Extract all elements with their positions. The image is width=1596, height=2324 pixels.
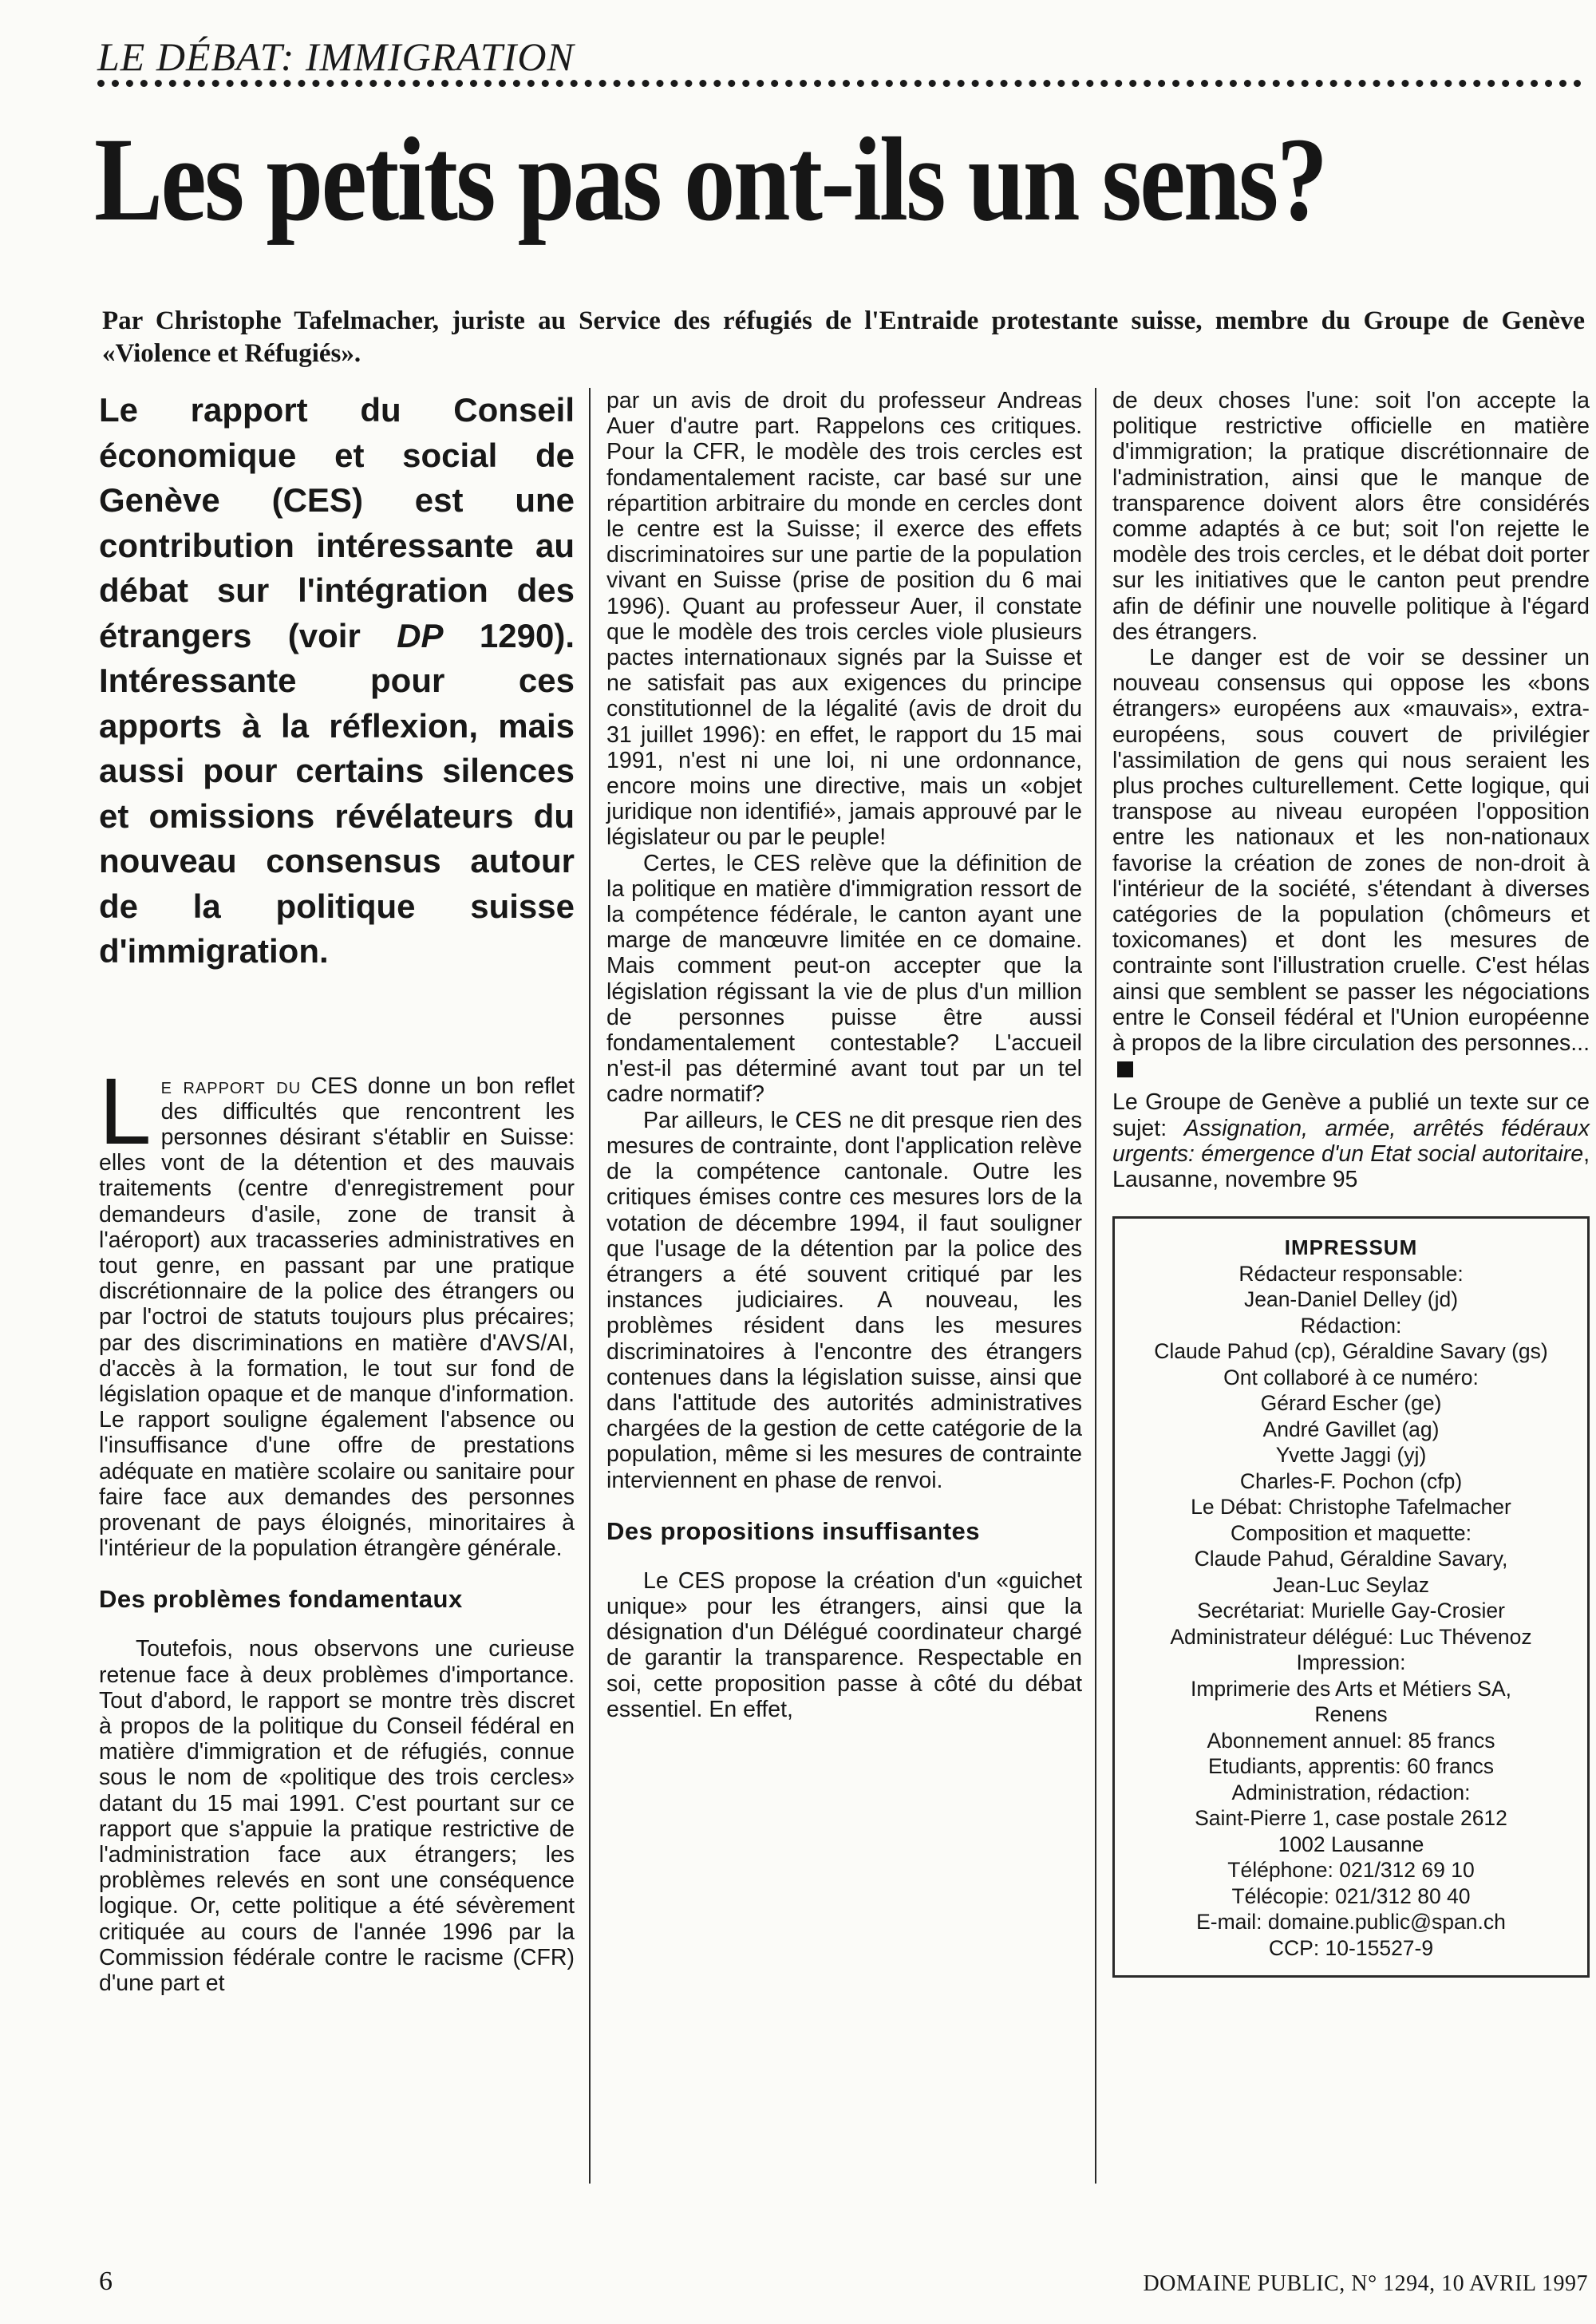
column-2 xyxy=(606,388,1082,1722)
drop-cap: L xyxy=(99,1058,152,1164)
lead-in-caps: e rapport du xyxy=(160,1073,302,1099)
impressum-line: Renens xyxy=(1314,1702,1388,1727)
paragraph-3: par un avis de droit du professeur Andreas Auer d'autre part. Rappelons ces critiques. Pour la CFR, le modèle des trois cercles est fondamentalement raciste, car basé sur une répartition arbitraire du monde en cercles dont le centre est la Suisse; il exerce des effets discriminatoires sur une partie de la population vivant en Suisse (prise de position du 6 mai 1996). Quant au professeur Auer, il constate que le modèle des trois cercles viole plusieurs pactes internationaux signés par la Suisse et ne satisfait pas aux exigences du principe constitutionnel de la légalité (avis de droit du 31 juillet 1996): en effet, le rapport du 15 mai 1991, n'est ni une loi, ni une ordonnance, encore moins une directive, mais un «objet juridique non identifié», jamais approuvé par le législateur ou par le peuple! xyxy=(606,388,1082,851)
impressum-line: Télécopie: 021/312 80 40 xyxy=(1231,1883,1471,1908)
article-headline: Les petits pas ont-ils un sens? xyxy=(94,113,1326,246)
lede-part-1: Le rapport du Conseil économique et social de Genève (CES) est une contribution intéressante au débat sur l'intégration des étrangers (voir xyxy=(99,391,575,654)
article-byline: Par Christophe Tafelmacher, juriste au Service des réfugiés de l'Entraide protestante suisse, membre du Groupe de Genève «Violence et Réfugiés». xyxy=(102,306,1585,368)
impressum-title: IMPRESSUM xyxy=(1284,1235,1418,1260)
impressum-line: Jean-Daniel Delley (jd) xyxy=(1243,1287,1459,1312)
impressum-line: Charles-F. Pochon (cfp) xyxy=(1239,1468,1463,1493)
impressum-line: Administrateur délégué: Luc Thévenoz xyxy=(1170,1624,1532,1649)
column-rule-right xyxy=(1095,388,1096,2184)
impressum-box xyxy=(1112,1216,1590,1978)
page-number: 6 xyxy=(99,2267,113,2296)
paragraph-2: Toutefois, nous observons une curieuse retenue face à deux problèmes d'importance. Tout d'abord, le rapport se montre très discret à propos de la politique du Conseil fédéral en matière d'immigration et de réfugiés, connue sous le nom de «politique des trois cercles» datant du 15 mai 1991. C'est pourtant sur ce rapport que s'appuie la pratique restrictive de l'administration face aux étrangers; les problèmes relevés en sont une conséquence logique. Or, cette politique a été sévèrement critiquée au cours de l'année 1996 par la Commission fédérale contre le racisme (CFR) d'une part et xyxy=(99,1636,575,1996)
paragraph-8-text: Le danger est de voir se dessiner un nouveau consensus qui oppose les «bons étrangers» européens aux «mauvais», extra-européens, sous couvert de privilégier l'assimilation de gens qui nous seraient les plus proches culturellement. Cette logique, qui transpose au niveau européen l'opposition entre les nationaux et les non-nationaux favorise la création de zones de non-droit à l'intérieur de la société, s'étendant à diverses catégories de la population (chômeurs et toxicomanes) et dont les mesures de contrainte sont l'illustration cruelle. C'est hélas ainsi que semblent se passer les négociations entre le Conseil fédéral et l'Union européenne à propos de la libre circulation des personnes... xyxy=(1112,645,1590,1057)
impressum-line: Impression: xyxy=(1296,1650,1406,1675)
impressum-line: CCP: 10-15527-9 xyxy=(1268,1935,1434,1960)
article-lede xyxy=(99,388,575,974)
paragraph-8 xyxy=(1112,645,1590,1081)
impressum-line: Le Débat: Christophe Tafelmacher xyxy=(1191,1495,1511,1520)
note-suffix: , Lausanne, novembre 95 xyxy=(1112,1140,1590,1193)
impressum-line: Saint-Pierre 1, case postale 2612 xyxy=(1195,1806,1507,1831)
impressum-line: Claude Pahud (cp), Géraldine Savary (gs) xyxy=(1154,1339,1548,1364)
paragraph-5: Par ailleurs, le CES ne dit presque rien des mesures de contrainte, dont l'application relève de la compétence cantonale. Outre les critiques émises contre ces mesures lors de la votation de décembre 1994, il faut souligner que l'usage de la détention par la police des étrangers a été souvent critiqué par les instances judiciaires. A nouveau, les problèmes résident dans les mesures discriminatoires à l'encontre des étrangers contenues dans la législation suisse, ainsi que dans l'attitude des autorités administratives chargées de la gestion de cette catégorie de la population, même si les mesures de contrainte interviennent en phase de renvoi. xyxy=(606,1107,1082,1493)
paragraph-7: de deux choses l'une: soit l'on accepte la politique restrictive officielle en matière d'immigration; la pratique discrétionnaire de l'administration, ainsi que le manque de transparence doivent alors être considérés comme adaptés à ce but; soit l'on rejette le modèle des trois cercles, et le débat doit porter sur les initiatives que le canton peut prendre afin de définir une nouvelle politique à l'égard des étrangers. xyxy=(1112,388,1590,645)
impressum-line: Rédaction: xyxy=(1300,1313,1402,1338)
impressum-line: E-mail: domaine.public@span.ch xyxy=(1196,1910,1506,1935)
section-rubric: LE DÉBAT: IMMIGRATION xyxy=(97,34,575,79)
note-title: Assignation, armée, arrêtés fédéraux urgents: émergence d'un Etat social autoritaire xyxy=(1112,1115,1590,1167)
note-prefix: Le Groupe de Genève a publié un texte sur ce sujet: xyxy=(1112,1089,1590,1141)
impressum-line: Imprimerie des Arts et Métiers SA, xyxy=(1190,1676,1512,1701)
impressum-line: Administration, rédaction: xyxy=(1231,1780,1471,1804)
impressum-line: Secrétariat: Murielle Gay-Crosier xyxy=(1197,1599,1505,1623)
subhead-fundamental-problems: Des problèmes fondamentaux xyxy=(99,1585,463,1614)
lede-dp: DP xyxy=(397,616,444,654)
impressum-line: André Gavillet (ag) xyxy=(1262,1417,1440,1441)
reference-note xyxy=(1112,1089,1590,1192)
end-of-article-mark xyxy=(1117,1061,1133,1077)
impressum-line: 1002 Lausanne xyxy=(1278,1832,1424,1856)
column-3 xyxy=(1112,388,1590,1978)
impressum-line: Composition et maquette: xyxy=(1231,1520,1472,1545)
paragraph-1-text: CES donne un bon reflet des difficultés que rencontrent les personnes désirant s'établir en Suisse: elles vont de la détention et des mauvais traitements (centre d'enregistrement pour demandeurs d'asile, zone de transit à l'aéroport) aux tracasseries administratives en tout genre, en passant par une pratique discrétionnaire de la police des étrangers ou par l'octroi de statuts toujours plus précaires; par des discriminations en matière d'AVS/AI, d'accès à la formation, le tout sur fond de législation opaque et de manque d'information. Le rapport souligne également l'absence ou l'insuffisance d'une offre de prestations adéquate en matière scolaire ou sanitaire pour faire face aux demandes des personnes provenant de pays éloignés, minoritaires à l'intérieur de la population étrangère générale. xyxy=(99,1073,575,1562)
impressum-line: Claude Pahud, Géraldine Savary, xyxy=(1194,1547,1508,1571)
column-rule-left xyxy=(589,388,591,2184)
impressum-line: Ont collaboré à ce numéro: xyxy=(1223,1365,1479,1389)
subhead-insufficient-proposals: Des propositions insuffisantes xyxy=(606,1516,981,1545)
issue-info: DOMAINE PUBLIC, N° 1294, 10 AVRIL 1997 xyxy=(1143,2271,1588,2296)
impressum-line: Gérard Escher (ge) xyxy=(1260,1391,1442,1416)
column-1 xyxy=(99,388,575,1996)
impressum-line: Yvette Jaggi (yj) xyxy=(1275,1443,1427,1468)
impressum-line: Téléphone: 021/312 69 10 xyxy=(1227,1858,1475,1883)
paragraph-4: Certes, le CES relève que la définition de la politique en matière d'immigration ressort de la compétence fédérale, le canton ayant une marge de manœuvre limitée en ce domaine. Mais comment peut-on accepter que la législation régissant la vie de plus d'un million de personnes puisse être aussi fondamentalement contestable? L'accueil n'est-il pas déterminé avant tout par un tel cadre normatif? xyxy=(606,850,1082,1108)
impressum-line: Rédacteur responsable: xyxy=(1238,1261,1464,1286)
impressum-line: Abonnement annuel: 85 francs xyxy=(1207,1728,1495,1753)
paragraph-1 xyxy=(99,1058,575,1562)
dotted-divider xyxy=(97,80,1582,87)
impressum-line: Jean-Luc Seylaz xyxy=(1273,1572,1429,1597)
lede-part-2: 1290). Intéressante pour ces apports à la réflexion, mais aussi pour certains silences et omissions révélateurs du nouveau consensus autour de la politique suisse d'immigration. xyxy=(99,616,575,970)
impressum-line: Etudiants, apprentis: 60 francs xyxy=(1208,1754,1494,1779)
paragraph-6: Le CES propose la création d'un «guichet unique» pour les étrangers, ainsi que la désignation d'un Délégué coordinateur chargé de garantir la transparence. Respectable en soi, cette proposition passe à côté du débat essentiel. En effet, xyxy=(606,1567,1082,1722)
